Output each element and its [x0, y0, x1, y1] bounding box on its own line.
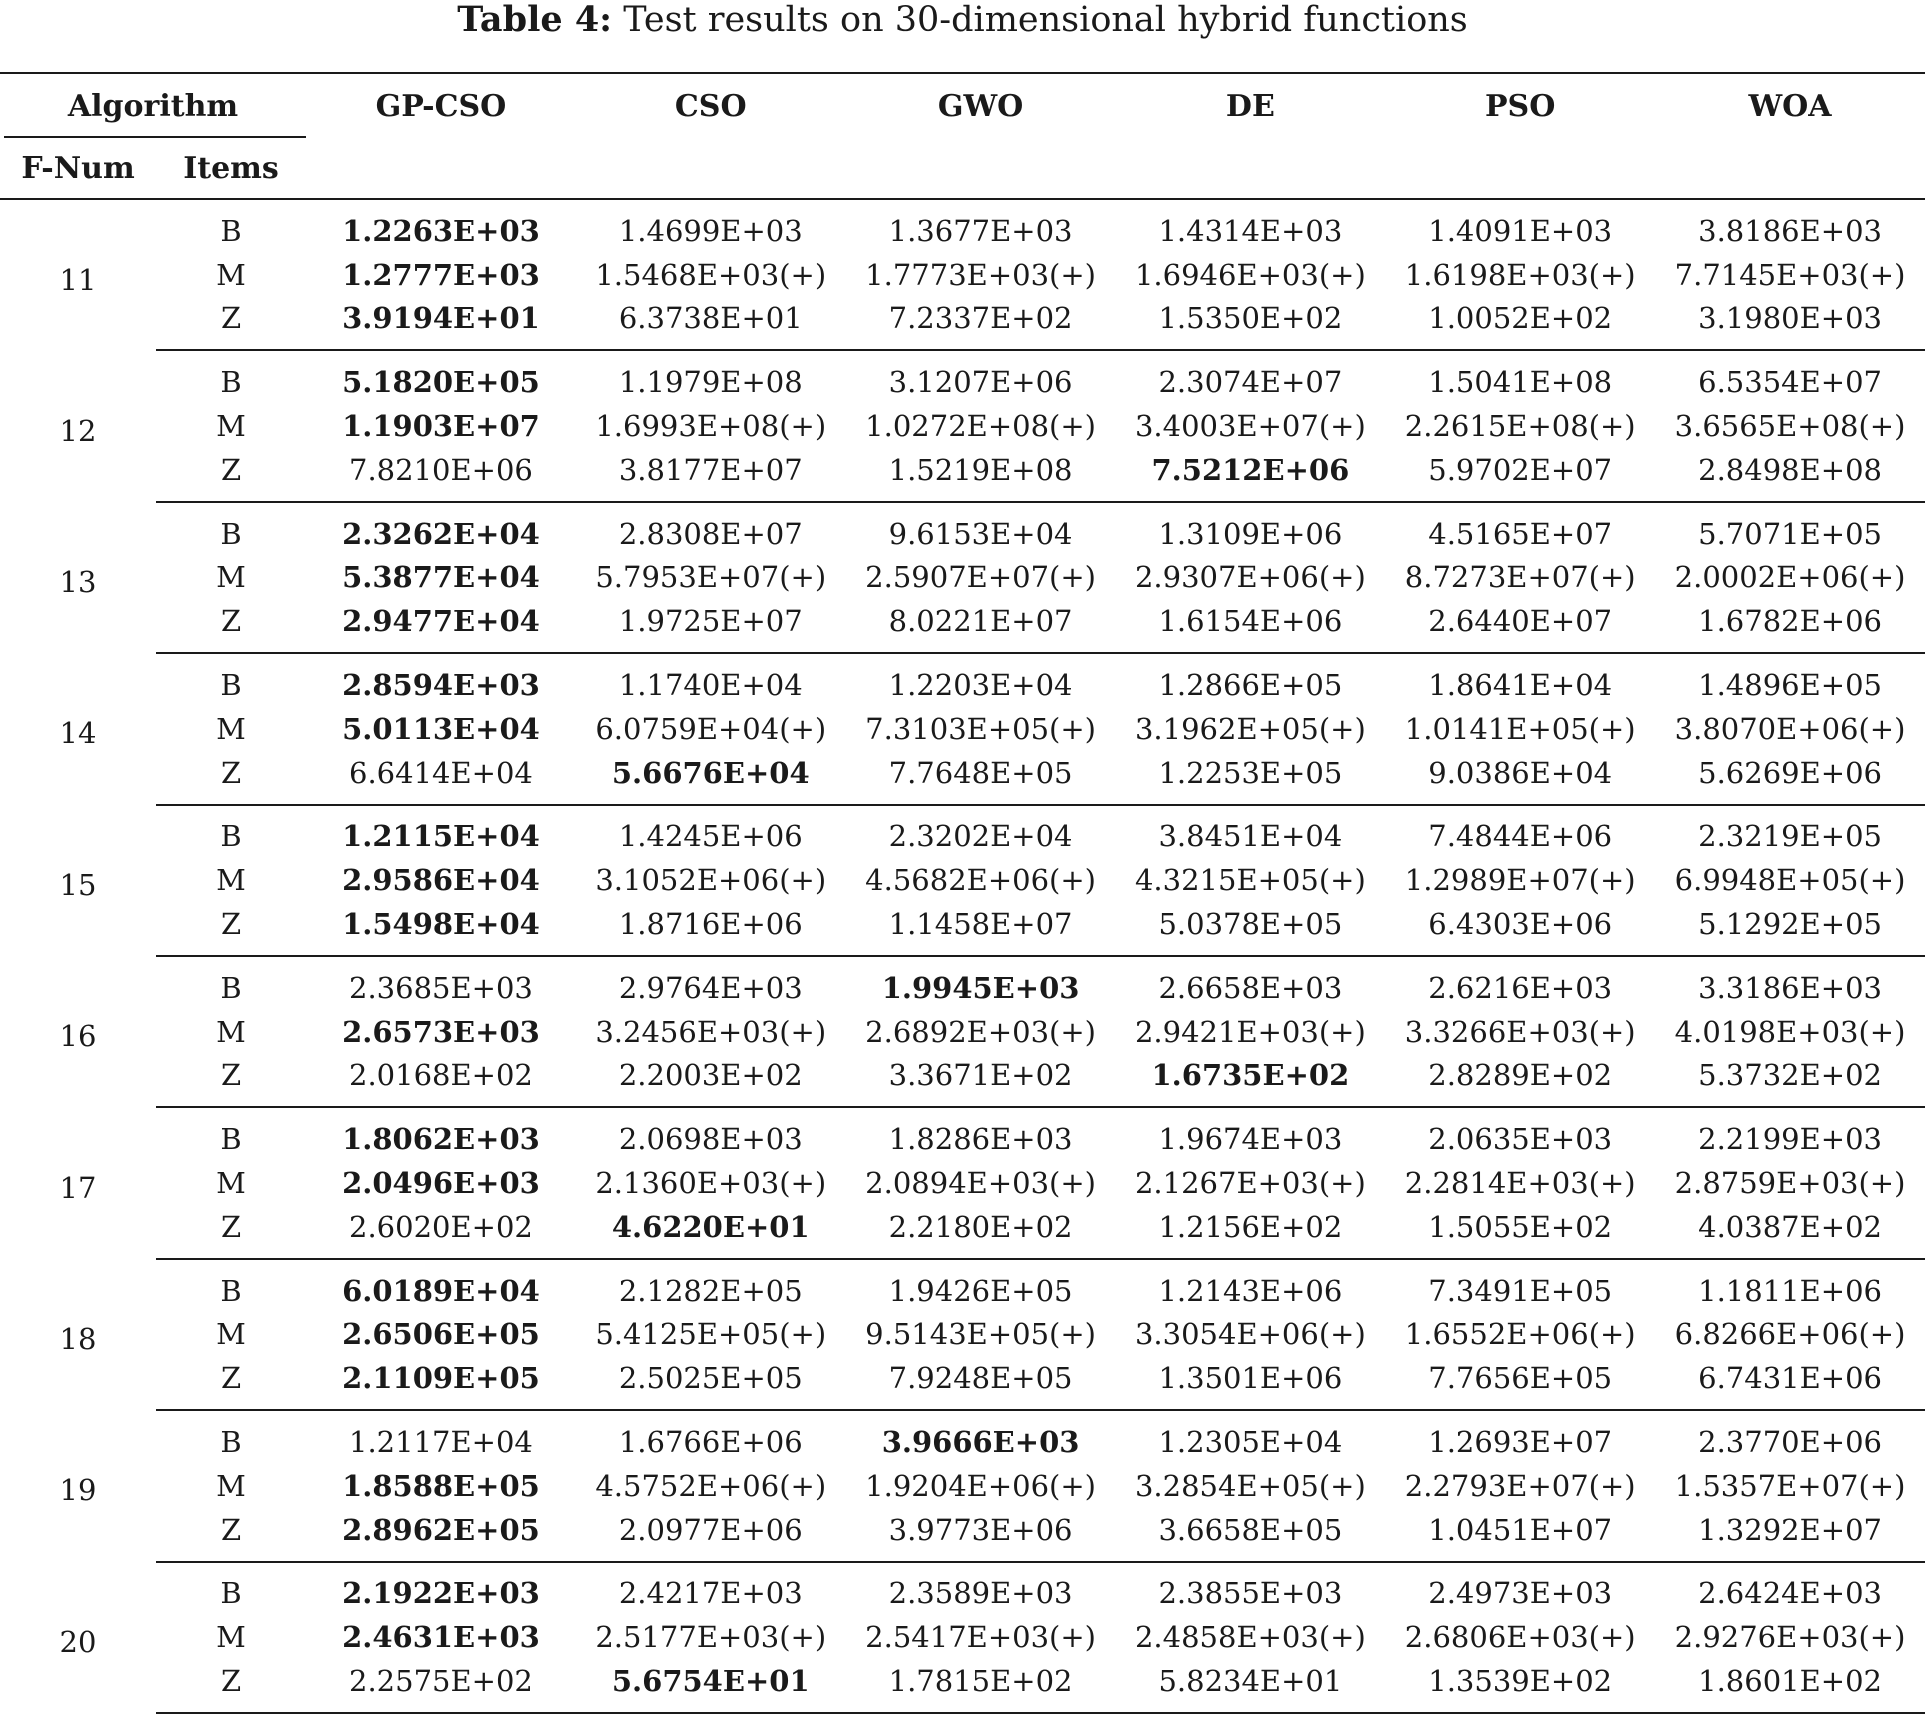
result-cell: 5.6676E+04 — [576, 751, 846, 805]
result-cell: 7.7656E+05 — [1385, 1356, 1655, 1410]
table-row — [0, 448, 1925, 502]
result-cell: 1.0451E+07 — [1385, 1508, 1655, 1562]
result-cell: 1.8641E+04 — [1428, 668, 1613, 703]
table-row — [0, 1562, 1925, 1616]
item-label: M — [216, 1620, 246, 1655]
result-cell: 1.1979E+08 — [618, 365, 803, 400]
result-cell: 2.8962E+05 — [306, 1508, 576, 1562]
alg-header-cso: CSO — [674, 88, 747, 124]
result-cell: 2.2814E+03(+) — [1404, 1166, 1636, 1201]
result-cell: 7.7648E+05 — [846, 751, 1116, 805]
result-cell: 1.1903E+07 — [342, 409, 540, 444]
result-cell: 2.8759E+03(+) — [1674, 1166, 1906, 1201]
header-row-labels — [0, 138, 1925, 199]
result-cell: 2.5907E+07(+) — [865, 560, 1096, 595]
result-cell: 2.0496E+03 — [342, 1166, 540, 1201]
result-cell: 7.4844E+06 — [1428, 819, 1613, 854]
algorithm-header — [0, 73, 306, 138]
result-cell: 1.1811E+06 — [1698, 1273, 1882, 1308]
result-cell: 2.0894E+03(+) — [865, 1166, 1096, 1201]
result-cell: 5.9702E+07 — [1385, 448, 1655, 502]
result-cell: 2.0002E+06(+) — [1674, 560, 1906, 595]
result-cell: 1.6735E+02 — [1115, 1054, 1385, 1108]
result-cell: 1.5357E+07(+) — [1674, 1468, 1906, 1503]
item-label: Z — [156, 297, 306, 351]
result-cell: 1.2117E+04 — [349, 1425, 533, 1460]
result-cell: 3.1207E+06 — [888, 365, 1073, 400]
result-cell: 1.3501E+06 — [1115, 1356, 1385, 1410]
result-cell: 3.3186E+03 — [1698, 970, 1882, 1005]
function-number: 11 — [59, 262, 97, 297]
result-cell: 1.6993E+08(+) — [595, 409, 827, 444]
function-number: 18 — [59, 1321, 97, 1356]
result-cell: 6.4303E+06 — [1385, 902, 1655, 956]
result-cell: 2.6573E+03 — [342, 1014, 540, 1049]
result-cell: 2.2793E+07(+) — [1404, 1468, 1636, 1503]
function-number: 13 — [59, 564, 97, 599]
result-cell: 1.2693E+07 — [1428, 1425, 1613, 1460]
result-cell: 6.6414E+04 — [306, 751, 576, 805]
table-row — [0, 1508, 1925, 1562]
result-cell: 1.2253E+05 — [1115, 751, 1385, 805]
result-cell: 1.6154E+06 — [1115, 599, 1385, 653]
item-label: M — [216, 560, 246, 595]
result-cell: 5.7071E+05 — [1698, 516, 1882, 551]
result-cell: 5.4125E+05(+) — [595, 1317, 827, 1352]
item-label: Z — [156, 1508, 306, 1562]
items-header: Items — [156, 138, 306, 199]
result-cell: 2.9586E+04 — [342, 863, 540, 898]
table-row — [0, 556, 1925, 600]
result-cell: 7.2337E+02 — [846, 297, 1116, 351]
result-cell: 2.5417E+03(+) — [865, 1620, 1096, 1655]
alg-header-pso: PSO — [1485, 88, 1556, 124]
function-number: 14 — [59, 716, 97, 751]
result-cell: 6.7431E+06 — [1655, 1356, 1925, 1410]
result-cell: 1.8601E+02 — [1655, 1659, 1925, 1713]
item-label: Z — [156, 599, 306, 653]
result-cell: 3.1052E+06(+) — [595, 863, 827, 898]
result-cell: 1.5219E+08 — [846, 448, 1116, 502]
result-cell: 1.2263E+03 — [342, 213, 540, 248]
result-cell: 1.6946E+03(+) — [1134, 257, 1366, 292]
result-cell: 1.3677E+03 — [888, 213, 1073, 248]
result-cell: 2.3589E+03 — [888, 1576, 1073, 1611]
result-cell: 1.5041E+08 — [1428, 365, 1613, 400]
result-cell: 2.6424E+03 — [1698, 1576, 1882, 1611]
result-cell: 2.2575E+02 — [306, 1659, 576, 1713]
table-row — [0, 707, 1925, 751]
result-cell: 5.6754E+01 — [576, 1659, 846, 1713]
alg-header-woa: WOA — [1748, 88, 1832, 124]
result-cell: 2.3202E+04 — [888, 819, 1073, 854]
result-cell: 1.2989E+07(+) — [1404, 863, 1636, 898]
result-cell: 1.6198E+03(+) — [1404, 257, 1636, 292]
result-cell: 2.5025E+05 — [576, 1356, 846, 1410]
result-cell: 6.8266E+06(+) — [1674, 1317, 1906, 1352]
result-cell: 2.6440E+07 — [1385, 599, 1655, 653]
result-cell: 5.0378E+05 — [1115, 902, 1385, 956]
table-row — [0, 1010, 1925, 1054]
result-cell: 1.5350E+02 — [1115, 297, 1385, 351]
result-cell: 2.8498E+08 — [1655, 448, 1925, 502]
result-cell: 1.2866E+05 — [1158, 668, 1343, 703]
result-cell: 2.6506E+05 — [342, 1317, 540, 1352]
result-cell: 3.9666E+03 — [881, 1425, 1080, 1460]
result-cell: 2.9477E+04 — [306, 599, 576, 653]
result-cell: 1.0141E+05(+) — [1404, 711, 1636, 746]
result-cell: 5.6269E+06 — [1655, 751, 1925, 805]
result-cell: 2.3855E+03 — [1158, 1576, 1343, 1611]
result-cell: 2.6020E+02 — [306, 1205, 576, 1259]
result-cell: 3.2456E+03(+) — [595, 1014, 827, 1049]
result-cell: 2.2180E+02 — [846, 1205, 1116, 1259]
result-cell: 1.8716E+06 — [576, 902, 846, 956]
result-cell: 1.9204E+06(+) — [865, 1468, 1096, 1503]
result-cell: 1.5468E+03(+) — [595, 257, 827, 292]
result-cell: 2.1282E+05 — [618, 1273, 803, 1308]
item-label: B — [220, 213, 242, 248]
result-cell: 3.8186E+03 — [1698, 213, 1882, 248]
result-cell: 3.8070E+06(+) — [1674, 711, 1906, 746]
result-cell: 2.6658E+03 — [1158, 970, 1343, 1005]
item-label: Z — [156, 448, 306, 502]
table-row — [0, 253, 1925, 297]
table-row — [0, 1161, 1925, 1205]
item-label: Z — [156, 1356, 306, 1410]
algorithm-label: Algorithm — [67, 88, 239, 124]
caption-text: Test results on 30-dimensional hybrid functions — [623, 0, 1468, 40]
function-number: 17 — [59, 1170, 97, 1205]
result-cell: 5.7953E+07(+) — [595, 560, 827, 595]
result-cell: 7.5212E+06 — [1115, 448, 1385, 502]
result-cell: 3.6658E+05 — [1115, 1508, 1385, 1562]
result-cell: 2.3262E+04 — [342, 516, 540, 551]
item-label: M — [216, 711, 246, 746]
result-cell: 2.1922E+03 — [342, 1576, 540, 1611]
result-cell: 7.9248E+05 — [846, 1356, 1116, 1410]
item-label: M — [216, 863, 246, 898]
table-row — [0, 1356, 1925, 1410]
result-cell: 3.8177E+07 — [576, 448, 846, 502]
function-number: 16 — [59, 1019, 97, 1054]
result-cell: 2.5177E+03(+) — [595, 1620, 827, 1655]
result-cell: 5.0113E+04 — [342, 711, 540, 746]
table-row — [0, 1107, 1925, 1161]
result-cell: 1.2203E+04 — [888, 668, 1073, 703]
result-cell: 2.9276E+03(+) — [1674, 1620, 1906, 1655]
table-row — [0, 1410, 1925, 1464]
result-cell: 2.3074E+07 — [1158, 365, 1343, 400]
result-cell: 7.3103E+05(+) — [865, 711, 1096, 746]
result-cell: 2.3219E+05 — [1698, 819, 1882, 854]
result-cell: 1.4314E+03 — [1158, 213, 1343, 248]
item-label: B — [220, 1576, 242, 1611]
item-label: B — [220, 1425, 242, 1460]
item-label: M — [216, 257, 246, 292]
item-label: B — [220, 668, 242, 703]
result-cell: 3.4003E+07(+) — [1134, 409, 1366, 444]
result-cell: 1.3539E+02 — [1385, 1659, 1655, 1713]
result-cell: 5.8234E+01 — [1115, 1659, 1385, 1713]
result-cell: 2.6216E+03 — [1428, 970, 1613, 1005]
result-cell: 4.5682E+06(+) — [865, 863, 1096, 898]
table-row — [0, 902, 1925, 956]
result-cell: 3.1980E+03 — [1655, 297, 1925, 351]
table-row — [0, 653, 1925, 707]
result-cell: 1.2777E+03 — [342, 257, 540, 292]
result-cell: 2.1109E+05 — [306, 1356, 576, 1410]
result-cell: 5.3732E+02 — [1655, 1054, 1925, 1108]
result-cell: 2.4973E+03 — [1428, 1576, 1613, 1611]
result-cell: 1.9674E+03 — [1158, 1122, 1343, 1157]
result-cell: 2.9307E+06(+) — [1134, 560, 1366, 595]
result-cell: 1.6782E+06 — [1655, 599, 1925, 653]
result-cell: 2.8594E+03 — [342, 668, 540, 703]
result-cell: 2.4631E+03 — [342, 1620, 540, 1655]
result-cell: 4.5165E+07 — [1428, 516, 1613, 551]
results-table — [0, 72, 1925, 1714]
result-cell: 2.4858E+03(+) — [1134, 1620, 1366, 1655]
item-label: Z — [156, 751, 306, 805]
result-cell: 2.1267E+03(+) — [1134, 1166, 1366, 1201]
result-cell: 7.8210E+06 — [306, 448, 576, 502]
table-row — [0, 858, 1925, 902]
result-cell: 2.4217E+03 — [618, 1576, 803, 1611]
table-row — [0, 297, 1925, 351]
fnum-header: F-Num — [0, 138, 156, 199]
alg-header-gp-cso: GP-CSO — [375, 88, 507, 124]
caption-label: Table 4: — [457, 0, 613, 40]
result-cell: 8.0221E+07 — [846, 599, 1116, 653]
result-cell: 1.6552E+06(+) — [1404, 1317, 1636, 1352]
result-cell: 1.2305E+04 — [1158, 1425, 1343, 1460]
result-cell: 3.3671E+02 — [846, 1054, 1116, 1108]
result-cell: 2.8308E+07 — [618, 516, 803, 551]
result-cell: 4.0387E+02 — [1655, 1205, 1925, 1259]
result-cell: 3.3266E+03(+) — [1404, 1014, 1636, 1049]
result-cell: 1.2115E+04 — [342, 819, 540, 854]
result-cell: 8.7273E+07(+) — [1404, 560, 1636, 595]
result-cell: 3.6565E+08(+) — [1674, 409, 1906, 444]
result-cell: 5.3877E+04 — [342, 560, 540, 595]
result-cell: 9.0386E+04 — [1385, 751, 1655, 805]
table-row — [0, 956, 1925, 1010]
item-label: M — [216, 1014, 246, 1049]
result-cell: 7.7145E+03(+) — [1674, 257, 1906, 292]
table-row — [0, 751, 1925, 805]
table-row — [0, 1659, 1925, 1713]
header-row-algorithms — [0, 73, 1925, 138]
function-number: 15 — [59, 867, 97, 902]
item-label: B — [220, 1273, 242, 1308]
result-cell: 1.1740E+04 — [618, 668, 803, 703]
result-cell: 3.9194E+01 — [306, 297, 576, 351]
table-caption — [0, 0, 1925, 40]
result-cell: 6.9948E+05(+) — [1674, 863, 1906, 898]
result-cell: 3.2854E+05(+) — [1134, 1468, 1366, 1503]
table-row — [0, 805, 1925, 859]
result-cell: 2.0977E+06 — [576, 1508, 846, 1562]
result-cell: 1.4245E+06 — [618, 819, 803, 854]
alg-header-de: DE — [1225, 88, 1275, 124]
function-number: 19 — [59, 1473, 97, 1508]
result-cell: 1.3109E+06 — [1158, 516, 1343, 551]
table-body — [0, 199, 1925, 1713]
result-cell: 9.6153E+04 — [888, 516, 1073, 551]
item-label: B — [220, 365, 242, 400]
result-cell: 2.1360E+03(+) — [595, 1166, 827, 1201]
function-number: 20 — [59, 1624, 97, 1659]
result-cell: 1.8588E+05 — [342, 1468, 540, 1503]
result-cell: 1.7773E+03(+) — [865, 257, 1096, 292]
result-cell: 1.0272E+08(+) — [865, 409, 1096, 444]
item-label: M — [216, 1468, 246, 1503]
result-cell: 2.3770E+06 — [1698, 1425, 1882, 1460]
result-cell: 3.1962E+05(+) — [1134, 711, 1366, 746]
result-cell: 1.1458E+07 — [846, 902, 1116, 956]
table-row — [0, 199, 1925, 253]
result-cell: 1.2143E+06 — [1158, 1273, 1343, 1308]
result-cell: 2.2615E+08(+) — [1404, 409, 1636, 444]
table-row — [0, 1615, 1925, 1659]
result-cell: 1.9945E+03 — [881, 970, 1080, 1005]
result-cell: 2.9764E+03 — [618, 970, 803, 1005]
table-row — [0, 1054, 1925, 1108]
item-label: M — [216, 1317, 246, 1352]
item-label: Z — [156, 1659, 306, 1713]
item-label: B — [220, 1122, 242, 1157]
result-cell: 1.7815E+02 — [846, 1659, 1116, 1713]
result-cell: 1.3292E+07 — [1655, 1508, 1925, 1562]
result-cell: 2.2003E+02 — [576, 1054, 846, 1108]
result-cell: 4.6220E+01 — [576, 1205, 846, 1259]
item-label: B — [220, 516, 242, 551]
result-cell: 2.3685E+03 — [349, 970, 533, 1005]
result-cell: 4.0198E+03(+) — [1674, 1014, 1906, 1049]
item-label: B — [220, 970, 242, 1005]
table-row — [0, 1205, 1925, 1259]
table-row — [0, 1464, 1925, 1508]
item-label: B — [220, 819, 242, 854]
result-cell: 2.6806E+03(+) — [1404, 1620, 1636, 1655]
result-cell: 1.4896E+05 — [1698, 668, 1882, 703]
item-label: M — [216, 409, 246, 444]
result-cell: 2.0168E+02 — [306, 1054, 576, 1108]
result-cell: 6.3738E+01 — [576, 297, 846, 351]
result-cell: 1.6766E+06 — [618, 1425, 803, 1460]
result-cell: 1.9725E+07 — [576, 599, 846, 653]
result-cell: 1.8062E+03 — [342, 1122, 540, 1157]
result-cell: 6.5354E+07 — [1698, 365, 1882, 400]
result-cell: 1.2156E+02 — [1115, 1205, 1385, 1259]
result-cell: 3.3054E+06(+) — [1134, 1317, 1366, 1352]
table-row — [0, 404, 1925, 448]
result-cell: 6.0759E+04(+) — [595, 711, 827, 746]
table-row — [0, 1259, 1925, 1313]
result-cell: 2.8289E+02 — [1385, 1054, 1655, 1108]
result-cell: 1.4699E+03 — [618, 213, 803, 248]
item-label: Z — [156, 1205, 306, 1259]
result-cell: 2.6892E+03(+) — [865, 1014, 1096, 1049]
result-cell: 5.1292E+05 — [1655, 902, 1925, 956]
result-cell: 1.9426E+05 — [888, 1273, 1073, 1308]
result-cell: 2.0635E+03 — [1428, 1122, 1613, 1157]
table-row — [0, 599, 1925, 653]
result-cell: 2.0698E+03 — [618, 1122, 803, 1157]
function-number: 12 — [59, 413, 97, 448]
result-cell: 1.8286E+03 — [888, 1122, 1073, 1157]
table-row — [0, 1313, 1925, 1357]
result-cell: 1.4091E+03 — [1428, 213, 1613, 248]
alg-header-gwo: GWO — [937, 88, 1024, 124]
result-cell: 4.5752E+06(+) — [595, 1468, 827, 1503]
result-cell: 4.3215E+05(+) — [1134, 863, 1366, 898]
result-cell: 3.9773E+06 — [846, 1508, 1116, 1562]
result-cell: 1.0052E+02 — [1385, 297, 1655, 351]
item-label: Z — [156, 1054, 306, 1108]
table-row — [0, 502, 1925, 556]
result-cell: 5.1820E+05 — [342, 365, 540, 400]
result-cell: 2.2199E+03 — [1698, 1122, 1882, 1157]
table-row — [0, 350, 1925, 404]
result-cell: 3.8451E+04 — [1158, 819, 1343, 854]
result-cell: 9.5143E+05(+) — [865, 1317, 1096, 1352]
item-label: Z — [156, 902, 306, 956]
result-cell: 1.5498E+04 — [306, 902, 576, 956]
item-label: M — [216, 1166, 246, 1201]
result-cell: 1.5055E+02 — [1385, 1205, 1655, 1259]
result-cell: 7.3491E+05 — [1428, 1273, 1613, 1308]
result-cell: 6.0189E+04 — [342, 1273, 540, 1308]
result-cell: 2.9421E+03(+) — [1134, 1014, 1366, 1049]
